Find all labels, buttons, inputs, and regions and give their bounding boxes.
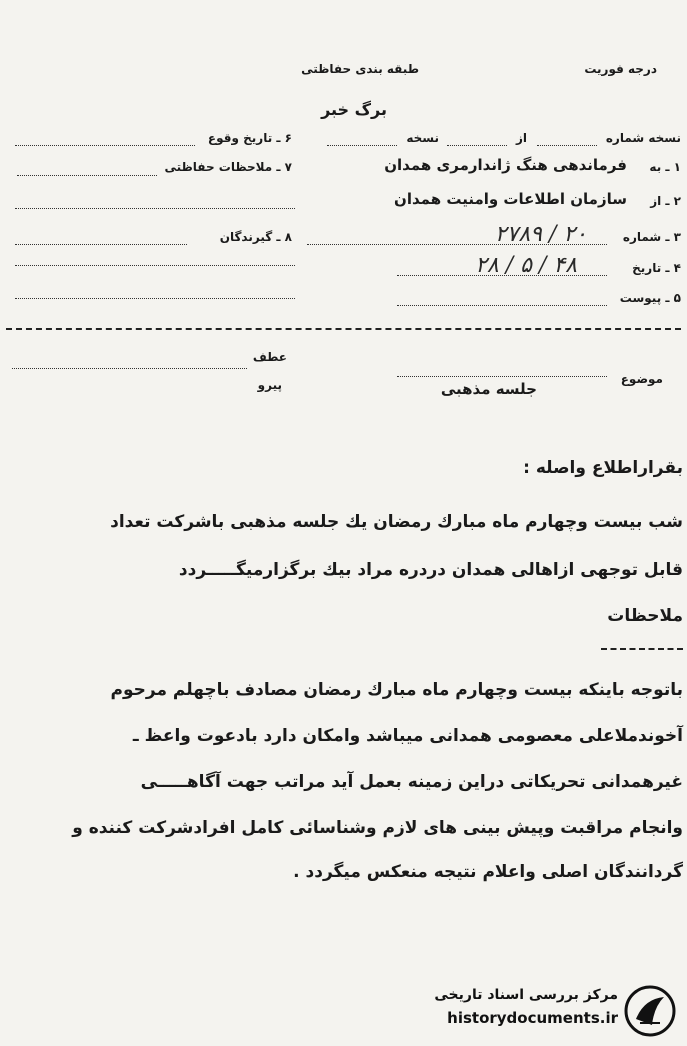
from-dots [447, 145, 507, 146]
field-2-value: سازمان اطلاعات وامنیت همدان [394, 190, 627, 208]
atf-label: عطف [252, 350, 287, 364]
header-separator [6, 328, 681, 330]
remarks-underline [601, 648, 683, 650]
field-5-dots [397, 305, 607, 306]
paragraph-1-line-2: قابل توجهی ازاهالی همدان دردره مراد بیك برگزارمیگـــــردد [178, 560, 683, 580]
row-5-left-dots [15, 265, 295, 266]
subject-dots [397, 376, 607, 377]
field-6-dots [15, 145, 195, 146]
intro-line: بقراراطلاع واصله : [523, 458, 683, 478]
field-1-value: فرماندهی هنگ ژاندارمری همدان [384, 156, 627, 174]
subject-value: جلسه مذهبی [440, 380, 537, 398]
field-4-value: ۲۸ / ۵ / ۴۸ [475, 253, 577, 278]
archive-logo-icon [624, 985, 676, 1037]
field-3-label: ۳ ـ شماره [622, 230, 681, 244]
paragraph-2-line-4: وانجام مراقبت وپیش بینی های لازم وشناسائی کامل افرادشرکت کننده و [72, 818, 683, 838]
field-2-label: ۲ ـ از [650, 194, 681, 208]
field-4-label: ۴ ـ تاریخ [632, 261, 681, 275]
paragraph-2-line-2: آخوندملاعلی معصومی همدانی میباشد وامکان دارد بادعوت واعظ ـ [132, 726, 683, 746]
field-6-label: ۶ ـ تاریخ وقوع [207, 131, 292, 145]
watermark-url-text: historydocuments.ir [447, 1009, 618, 1027]
row-3-left-dots [15, 208, 295, 209]
paragraph-2-line-3: غیرهمدانی تحریکاتی دراین زمینه بعمل آید مراتب جهت آگاهـــــی [140, 772, 683, 792]
form-title: برگ خبر [321, 100, 387, 119]
paragraph-1-line-1: شب بیست وچهارم ماه مبارك رمضان یك جلسه مذهبی باشرکت تعداد [110, 512, 683, 532]
watermark [400, 983, 680, 1039]
field-8-dots [15, 244, 187, 245]
copy-label: نسخه [406, 131, 439, 145]
paragraph-2-line-5: گردانندگان اصلی واعلام نتیجه منعکس میگردد . [293, 862, 683, 882]
row-6-left-dots [15, 298, 295, 299]
copy-number-label: نسخه شماره [605, 131, 681, 145]
classification-label: طبقه بندی حفاظتی [301, 62, 419, 76]
urgency-label: درجه فوریت [584, 62, 657, 76]
peyro-label: پیرو [257, 378, 282, 392]
field-7-label: ۷ ـ ملاحظات حفاظتی [164, 160, 292, 174]
copy-dots [327, 145, 397, 146]
atf-dots [12, 368, 247, 369]
field-3-value: ۲۷۸۹ / ۲۰ [494, 222, 587, 247]
subject-label: موضوع [620, 372, 663, 386]
field-7-dots [17, 175, 157, 176]
watermark-persian-text: مرکز بررسی اسناد تاریخی [434, 987, 618, 1003]
field-1-label: ۱ ـ به [649, 160, 681, 174]
field-5-label: ۵ ـ پیوست [619, 291, 681, 305]
copy-number-dots [537, 145, 597, 146]
paragraph-2-line-1: باتوجه باینکه بیست وچهارم ماه مبارك رمضان مصادف باچهلم مرحوم [110, 680, 683, 700]
remarks-heading: ملاحظات [607, 606, 683, 626]
field-8-label: ۸ ـ گیرندگان [219, 230, 292, 244]
from-label: از [515, 131, 527, 145]
